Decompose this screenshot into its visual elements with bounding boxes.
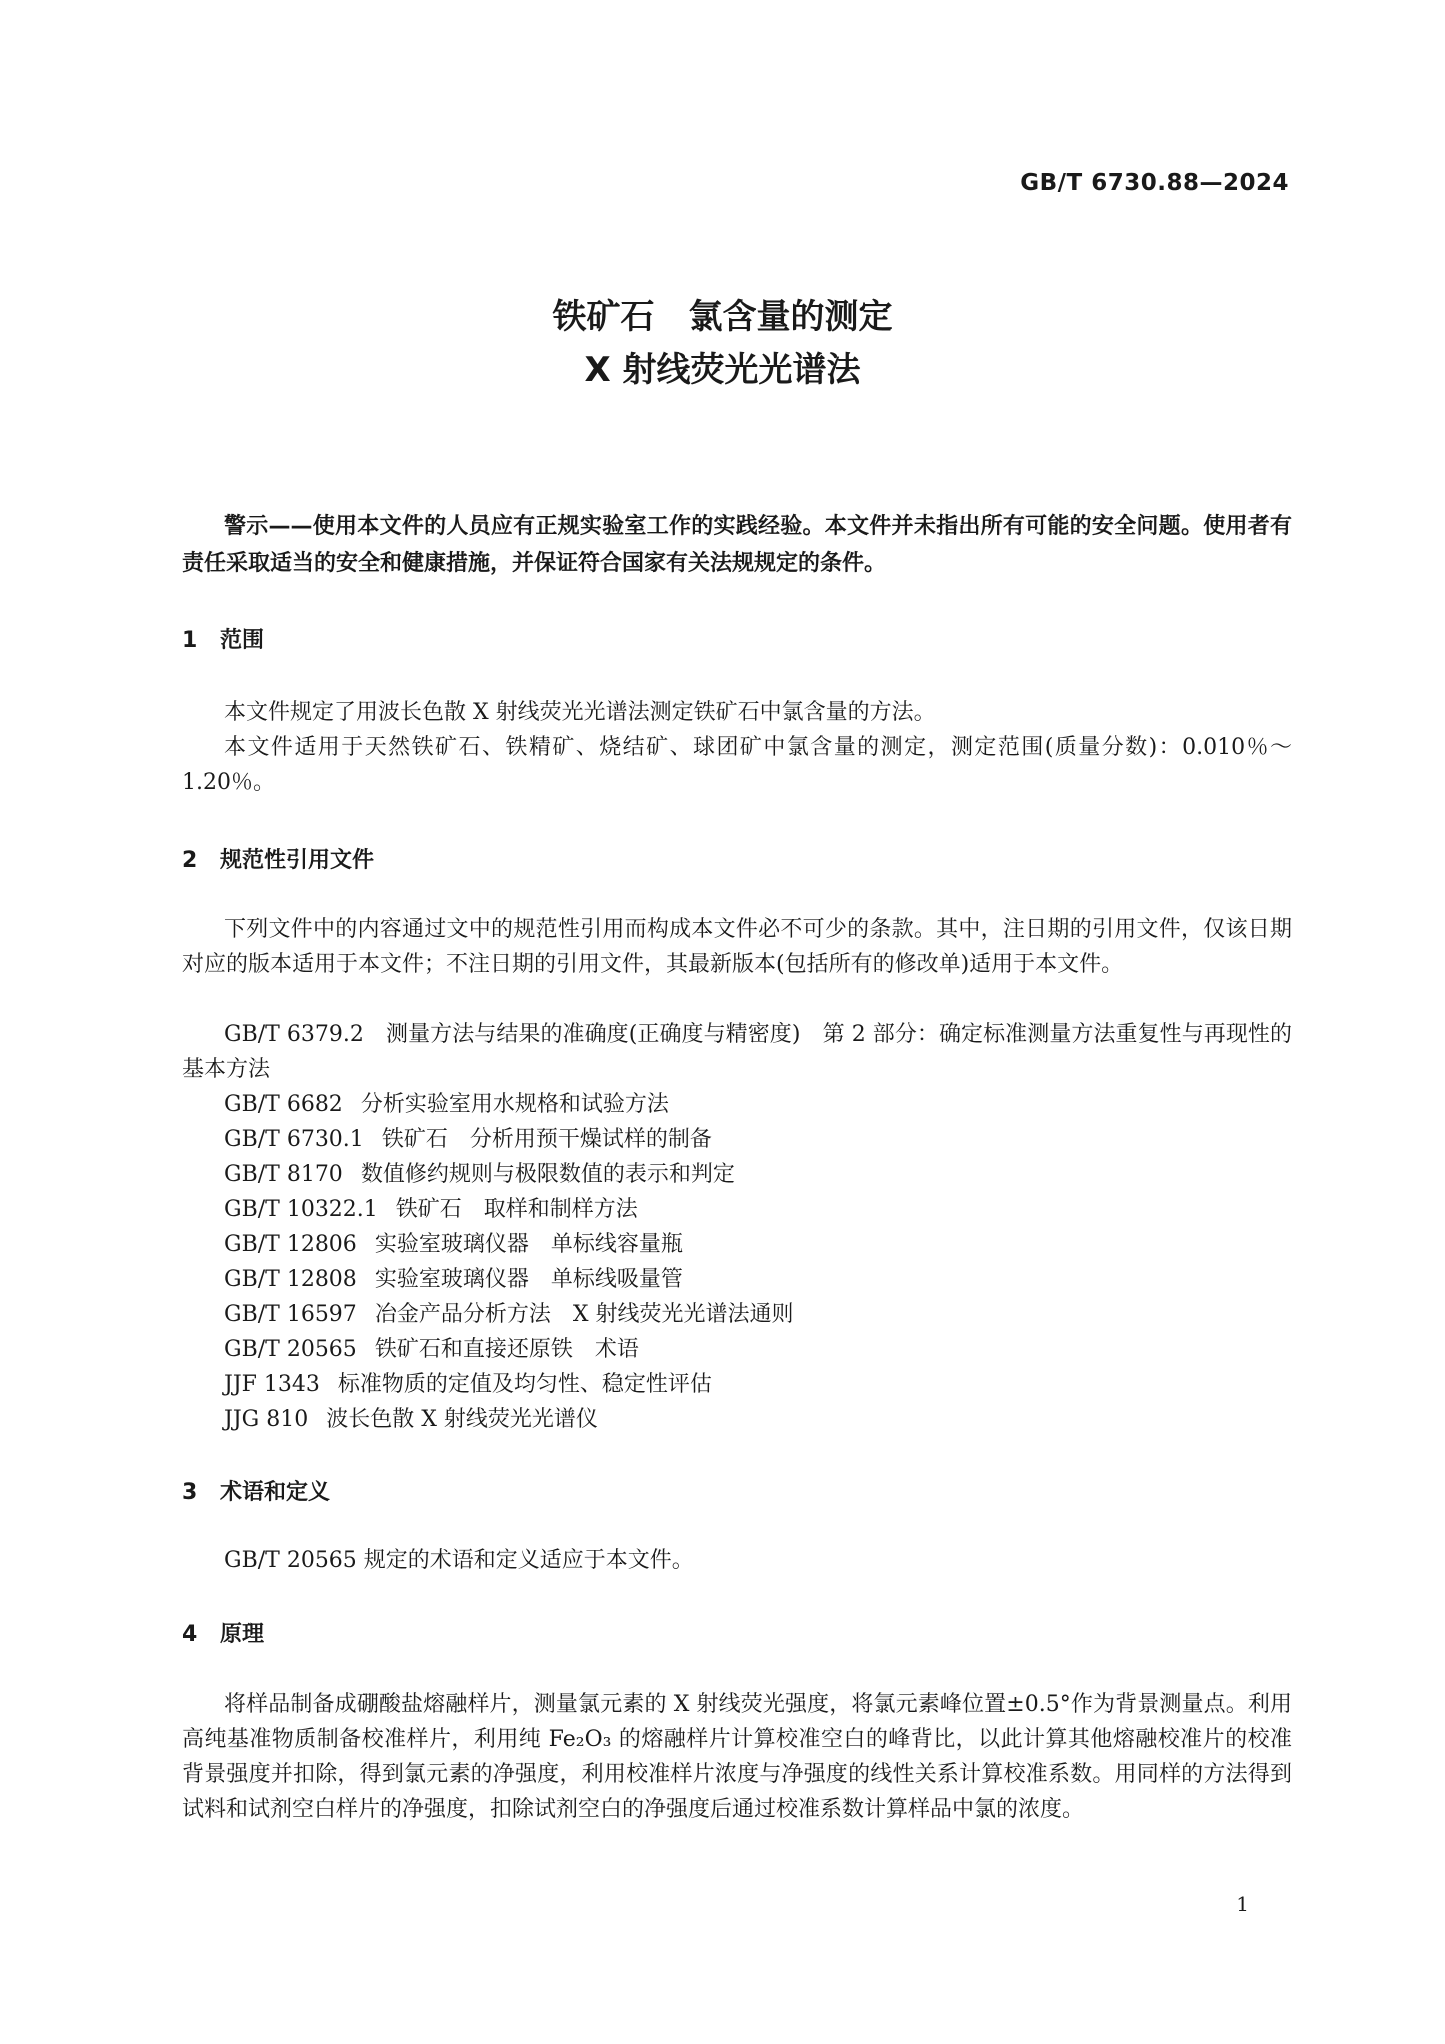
section-title: 术语和定义 (220, 1480, 331, 1505)
reference-code: JJG 810 (224, 1407, 309, 1432)
reference-code: GB/T 10322.1 (224, 1197, 378, 1222)
reference-code: GB/T 6682 (224, 1092, 343, 1117)
section-number: 3 (182, 1480, 198, 1505)
reference-code: GB/T 8170 (224, 1162, 343, 1187)
reference-item (224, 1087, 669, 1122)
reference-item (224, 1402, 598, 1437)
section-title: 规范性引用文件 (220, 848, 375, 873)
reference-code: GB/T 20565 (224, 1337, 357, 1362)
reference-title: 分析实验室用水规格和试验方法 (360, 1092, 669, 1117)
reference-item (224, 1297, 793, 1332)
reference-title: 冶金产品分析方法 X 射线荧光光谱法通则 (374, 1302, 794, 1327)
document-title-line2: X 射线荧光光谱法 (584, 350, 861, 390)
reference-item (224, 1122, 712, 1157)
reference-title: 铁矿石 分析用预干燥试样的制备 (381, 1127, 712, 1152)
section-1-paragraph-2: 本文件适用于天然铁矿石、铁精矿、烧结矿、球团矿中氯含量的测定，测定范围(质量分数)：0.010％～1.20％。 (182, 735, 1292, 795)
warning-paragraph: 警示——使用本文件的人员应有正规实验室工作的实践经验。本文件并未指出所有可能的安全问题。使用者有责任采取适当的安全和健康措施，并保证符合国家有关法规规定的条件。 (182, 514, 1292, 576)
reference-item (224, 1367, 712, 1402)
section-number: 1 (182, 628, 198, 653)
section-title: 范围 (220, 628, 265, 653)
section-1-heading (182, 623, 264, 654)
reference-title: 铁矿石 取样和制样方法 (395, 1197, 638, 1222)
reference-title: 实验室玻璃仪器 单标线容量瓶 (374, 1232, 683, 1257)
section-1-paragraph-1: 本文件规定了用波长色散 X 射线荧光光谱法测定铁矿石中氯含量的方法。 (224, 700, 936, 725)
reference-code: JJF 1343 (224, 1372, 320, 1397)
section-3-paragraph: GB/T 20565 规定的术语和定义适应于本文件。 (224, 1548, 694, 1573)
reference-code: GB/T 12808 (224, 1267, 357, 1292)
reference-item (224, 1332, 639, 1367)
reference-title: 波长色散 X 射线荧光光谱仪 (326, 1407, 598, 1432)
section-3-heading (182, 1475, 330, 1506)
reference-item (224, 1157, 735, 1192)
reference-item (224, 1262, 683, 1297)
section-4-heading (182, 1617, 264, 1648)
reference-title: 数值修约规则与极限数值的表示和判定 (360, 1162, 735, 1187)
reference-title: 实验室玻璃仪器 单标线吸量管 (374, 1267, 683, 1292)
section-number: 4 (182, 1622, 198, 1647)
reference-item: GB/T 6379.2 测量方法与结果的准确度(正确度与精密度) 第 2 部分：确定标准测量方法重复性与再现性的基本方法 (182, 1022, 1292, 1082)
section-2-heading (182, 843, 374, 874)
section-title: 原理 (220, 1622, 265, 1647)
reference-item (224, 1192, 638, 1227)
section-number: 2 (182, 848, 198, 873)
document-title-line1: 铁矿石 氯含量的测定 (552, 297, 893, 337)
reference-code: GB/T 12806 (224, 1232, 357, 1257)
reference-code: GB/T 16597 (224, 1302, 357, 1327)
section-2-intro: 下列文件中的内容通过文中的规范性引用而构成本文件必不可少的条款。其中，注日期的引用文件，仅该日期对应的版本适用于本文件；不注日期的引用文件，其最新版本(包括所有的修改单)适用于本文件。 (182, 917, 1292, 977)
reference-item (224, 1227, 683, 1262)
reference-code: GB/T 6730.1 (224, 1127, 364, 1152)
reference-title: 标准物质的定值及均匀性、稳定性评估 (337, 1372, 712, 1397)
section-4-paragraph: 将样品制备成硼酸盐熔融样片，测量氯元素的 X 射线荧光强度，将氯元素峰位置±0.5°作为背景测量点。利用高纯基准物质制备校准样片，利用纯 Fe₂O₃ 的熔融样片计算校准空白的峰背比，以此计算其他熔融校准片的校准背景强度并扣除，得到氯元素的净强度，利用校准样片浓度与净强度的线性关系计算校准系数。用同样的方法得到试料和试剂空白样片的净强度，扣除试剂空白的净强度后通过校准系数计算样品中氯的浓度。 (182, 1692, 1292, 1822)
standard-code: GB/T 6730.88—2024 (1020, 170, 1289, 196)
page-number: 1 (1236, 1892, 1249, 1916)
reference-title: 铁矿石和直接还原铁 术语 (374, 1337, 639, 1362)
